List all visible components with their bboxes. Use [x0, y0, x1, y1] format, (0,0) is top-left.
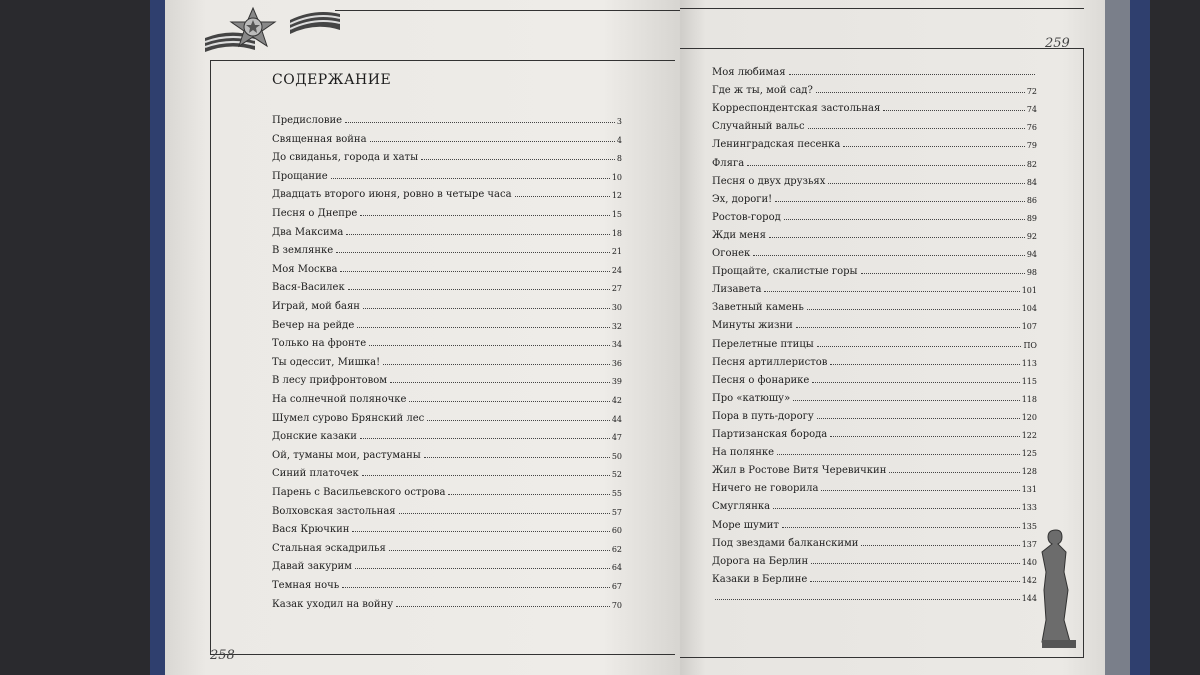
toc-entry-page: 64 — [611, 563, 622, 573]
toc-entry-page: 27 — [611, 284, 622, 294]
toc-entry — [272, 131, 622, 145]
toc-leader-dots — [409, 400, 609, 402]
toc-entry-page: 30 — [611, 303, 622, 312]
toc-entry-page: 92 — [1026, 231, 1037, 241]
page-number-left: 258 — [210, 648, 235, 663]
toc-entry-page: 89 — [1026, 213, 1037, 223]
toc-entry-title: Под звездами балканскими — [712, 537, 859, 549]
toc-entry — [712, 589, 1037, 603]
toc-entry-title: Шумел сурово Брянский лес — [272, 412, 425, 424]
toc-entry — [712, 100, 1037, 114]
toc-entry — [712, 372, 1037, 386]
toc-entry — [712, 444, 1037, 458]
toc-entry-page: 47 — [611, 433, 622, 443]
toc-entry — [272, 596, 622, 610]
toc-entry — [712, 426, 1037, 440]
toc-leader-dots — [352, 530, 609, 532]
toc-leader-dots — [390, 381, 610, 383]
toc-leader-dots — [828, 182, 1024, 184]
toc-leader-dots — [342, 586, 610, 588]
toc-entry-title: Вечер на рейде — [272, 319, 355, 331]
toc-leader-dots — [769, 236, 1025, 238]
toc-entry-page: 122 — [1021, 431, 1037, 440]
toc-entry — [712, 535, 1037, 549]
toc-entry-title: Вася-Василек — [272, 282, 345, 294]
toc-entry-page: 107 — [1021, 322, 1037, 332]
toc-entry-title: Парень с Васильевского острова — [272, 487, 446, 498]
toc-entry — [712, 553, 1037, 567]
toc-entry — [272, 503, 622, 517]
toc-entry-title: Смуглянка — [712, 501, 771, 513]
toc-entry — [712, 173, 1037, 187]
toc-entry-page: 34 — [611, 340, 622, 350]
toc-entry-page: 84 — [1026, 177, 1037, 187]
toc-entry — [272, 372, 622, 386]
toc-entry-title: Только на фронте — [272, 338, 367, 350]
toc-entry-title: Два Максима — [272, 226, 344, 238]
toc-leader-dots — [424, 456, 610, 458]
toc-leader-dots — [515, 195, 610, 197]
toc-leader-dots — [346, 233, 609, 235]
toc-leader-dots — [363, 307, 610, 309]
toc-entry — [712, 317, 1037, 331]
toc-entry-title: До свиданья, города и хаты — [272, 152, 419, 164]
toc-entry-title: Заветный камень — [712, 302, 804, 314]
toc-leader-dots — [808, 127, 1025, 129]
toc-leader-dots — [773, 507, 1020, 509]
toc-entry-title: Играй, мой баян — [272, 301, 360, 312]
toc-entry — [272, 354, 622, 368]
toc-leader-dots — [764, 290, 1019, 292]
toc-entry-page: 50 — [611, 451, 622, 461]
toc-entry-title: Ленинградская песенка — [712, 139, 841, 151]
toc-entry-title: Стальная эскадрилья — [272, 542, 386, 554]
toc-leader-dots — [821, 489, 1019, 491]
toc-entry — [712, 498, 1037, 512]
toc-entry — [712, 462, 1037, 476]
toc-entry-page: 135 — [1021, 521, 1037, 531]
toc-entry — [272, 224, 622, 238]
toc-entry-page: 104 — [1021, 304, 1037, 314]
toc-entry-page: 57 — [611, 507, 622, 517]
toc-leader-dots — [784, 218, 1025, 220]
toc-entry — [712, 480, 1037, 494]
toc-entry — [712, 118, 1037, 132]
toc-entry-title: В лесу прифронтовом — [272, 375, 388, 387]
toc-entry-title: Темная ночь — [272, 580, 340, 591]
toc-leader-dots — [830, 363, 1019, 365]
toc-leader-dots — [817, 345, 1022, 347]
toc-entry-page: 10 — [611, 172, 622, 182]
toc-entry-title: Корреспондентская застольная — [712, 103, 881, 115]
toc-entry — [272, 168, 622, 182]
toc-leader-dots — [811, 562, 1020, 564]
toc-entry-page: 98 — [1026, 268, 1037, 278]
toc-entry-title: Песня о Днепре — [272, 208, 358, 219]
toc-leader-dots — [796, 326, 1020, 328]
toc-leader-dots — [789, 73, 1035, 75]
toc-entry-title: Вася Крючкин — [272, 524, 350, 536]
toc-entry-title: В землянке — [272, 245, 334, 257]
toc-entry — [712, 354, 1037, 368]
toc-entry — [712, 155, 1037, 169]
toc-entry-page: 137 — [1021, 539, 1037, 549]
toc-leader-dots — [383, 363, 610, 365]
toc-leader-dots — [793, 399, 1020, 401]
toc-leader-dots — [348, 288, 610, 290]
toc-entry — [272, 112, 622, 126]
toc-entry-page: 79 — [1026, 141, 1037, 151]
toc-entry-title: Моя любимая — [712, 67, 786, 78]
toc-entry-page: 52 — [611, 470, 622, 480]
toc-entry — [272, 465, 622, 479]
toc-entry — [272, 577, 622, 591]
toc-leader-dots — [753, 254, 1025, 256]
toc-entry-page: 125 — [1021, 449, 1037, 459]
toc-leader-dots — [396, 605, 610, 607]
toc-entry-page: 18 — [611, 228, 622, 238]
toc-entry-page: ПО — [1023, 340, 1037, 350]
toc-entry-title: Синий платочек — [272, 468, 359, 480]
toc-entry-page: 120 — [1021, 412, 1037, 422]
toc-entry — [272, 484, 622, 498]
toc-entry — [712, 245, 1037, 259]
toc-entry — [272, 447, 622, 461]
toc-leader-dots — [360, 214, 610, 216]
toc-entry-page: 15 — [611, 210, 622, 219]
toc-entry-page: 142 — [1021, 575, 1037, 585]
toc-entry-title: Прощание — [272, 170, 328, 182]
toc-entry-page: 131 — [1021, 485, 1037, 495]
toc-entry-page: 8 — [616, 154, 622, 164]
toc-entry-page: 115 — [1021, 376, 1037, 386]
toc-entry-title: Про «катюшу» — [712, 392, 791, 404]
toc-entry-page: 128 — [1021, 467, 1037, 477]
toc-leader-dots — [861, 272, 1025, 274]
toc-entry — [712, 336, 1037, 350]
toc-entry-title: Предисловие — [272, 115, 343, 126]
toc-leader-dots — [355, 567, 610, 569]
toc-entry-title: Дорога на Берлин — [712, 555, 809, 567]
toc-entry — [272, 149, 622, 163]
toc-leader-dots — [747, 164, 1025, 166]
toc-entry — [272, 521, 622, 535]
toc-entry-title: Жил в Ростове Витя Черевичкин — [712, 465, 887, 477]
toc-entry-title: Песня артиллеристов — [712, 356, 828, 368]
toc-entry-title: Партизанская борода — [712, 429, 828, 440]
toc-entry-title: Лизавета — [712, 284, 762, 296]
toc-leader-dots — [861, 544, 1019, 546]
toc-leader-dots — [777, 453, 1020, 455]
toc-entry-title: Казаки в Берлине — [712, 573, 808, 585]
toc-entry — [272, 335, 622, 349]
toc-entry-page: 3 — [616, 117, 622, 126]
toc-entry-title: Огонек — [712, 248, 751, 259]
toc-entry — [272, 428, 622, 442]
toc-entry-page: 60 — [611, 526, 622, 536]
toc-entry-title: Двадцать второго июня, ровно в четыре часа — [272, 189, 512, 201]
toc-entry-title: Минуты жизни — [712, 320, 793, 332]
toc-entry-page: 82 — [1026, 159, 1037, 169]
toc-entry — [272, 261, 622, 275]
toc-leader-dots — [843, 145, 1025, 147]
toc-entry-title: Казак уходил на войну — [272, 598, 394, 610]
toc-entry — [272, 558, 622, 572]
left-top-rule — [335, 10, 680, 11]
toc-entry-title: Давай закурим — [272, 561, 352, 573]
toc-entry-title: На полянке — [712, 447, 775, 459]
toc-entry — [272, 298, 622, 312]
toc-entry-title: Ты одессит, Мишка! — [272, 356, 381, 368]
toc-entry-page: 118 — [1021, 394, 1037, 404]
toc-leader-dots — [357, 326, 610, 328]
toc-entry — [712, 281, 1037, 295]
toc-entry-title: Перелетные птицы — [712, 338, 814, 350]
toc-entry-page: 55 — [611, 489, 622, 498]
toc-entry-page: 24 — [611, 265, 622, 275]
toc-entry-title: Песня о двух друзьях — [712, 175, 826, 187]
toc-leader-dots — [389, 549, 610, 551]
toc-entry-page: 133 — [1021, 503, 1037, 513]
toc-leader-dots — [421, 158, 615, 160]
toc-leader-dots — [782, 526, 1020, 528]
toc-leader-dots — [715, 598, 1020, 600]
toc-entry-title: Фляга — [712, 157, 745, 169]
toc-entry — [272, 186, 622, 200]
toc-entry-page: 32 — [611, 321, 622, 331]
toc-entry-page: 76 — [1026, 123, 1037, 133]
toc-entry-title: Ой, туманы мои, растуманы — [272, 449, 421, 461]
toc-entry — [712, 408, 1037, 422]
toc-entry-page: 12 — [611, 191, 622, 201]
right-top-rule — [680, 8, 1084, 9]
toc-leader-dots — [448, 493, 609, 495]
toc-leader-dots — [812, 381, 1019, 383]
toc-entry — [272, 242, 622, 256]
toc-entry-page: 144 — [1021, 593, 1037, 603]
toc-entry — [712, 571, 1037, 585]
toc-entry-page: 94 — [1026, 250, 1037, 259]
toc-entry-title: Случайный вальс — [712, 121, 805, 133]
toc-leader-dots — [369, 344, 610, 346]
toc-leader-dots — [360, 437, 610, 439]
toc-entry — [272, 410, 622, 424]
page-number-right: 259 — [1045, 36, 1070, 51]
toc-entry — [272, 279, 622, 293]
toc-leader-dots — [775, 200, 1025, 202]
toc-leader-dots — [345, 121, 615, 123]
toc-entry-page: 36 — [611, 358, 622, 368]
toc-entry — [712, 82, 1037, 96]
toc-entry — [712, 209, 1037, 223]
toc-entry — [712, 263, 1037, 277]
toc-entry — [712, 517, 1037, 531]
toc-leader-dots — [816, 91, 1025, 93]
toc-entry-page: 140 — [1021, 557, 1037, 567]
toc-entry-title: Прощайте, скалистые горы — [712, 266, 858, 278]
toc-entry — [272, 205, 622, 219]
toc-entry — [712, 299, 1037, 313]
toc-entry — [272, 540, 622, 554]
toc-entry-title: Священная война — [272, 133, 367, 145]
toc-leader-dots — [817, 417, 1020, 419]
toc-entry-page: 113 — [1021, 358, 1037, 368]
toc-entry-page: 4 — [616, 135, 622, 145]
toc-leader-dots — [427, 419, 610, 421]
toc-entry-page: 42 — [611, 396, 622, 405]
toc-entry-page: 44 — [611, 414, 622, 424]
order-emblem-icon — [205, 0, 340, 60]
toc-entry — [272, 317, 622, 331]
toc-entry-title: Море шумит — [712, 519, 779, 531]
toc-entry-page: 67 — [611, 582, 622, 591]
toc-entry-page: 21 — [611, 247, 622, 257]
toc-entry-title: Песня о фонарике — [712, 374, 810, 386]
toc-leader-dots — [370, 140, 615, 142]
toc-leader-dots — [883, 109, 1025, 111]
toc-leader-dots — [362, 474, 610, 476]
toc-leader-dots — [889, 471, 1019, 473]
toc-entry — [712, 64, 1037, 78]
toc-entry — [712, 227, 1037, 241]
toc-entry — [272, 391, 622, 405]
toc-leader-dots — [399, 512, 610, 514]
toc-leader-dots — [807, 308, 1020, 310]
toc-entry-page: 74 — [1026, 105, 1037, 115]
toc-entry — [712, 136, 1037, 150]
toc-entry-page: 39 — [611, 377, 622, 387]
toc-entry-page: 72 — [1026, 87, 1037, 97]
toc-entry-title: Где ж ты, мой сад? — [712, 85, 813, 97]
toc-entry-title: На солнечной поляночке — [272, 394, 407, 405]
toc-entry-title: Волховская застольная — [272, 505, 396, 517]
toc-leader-dots — [830, 435, 1019, 437]
toc-leader-dots — [340, 270, 609, 272]
toc-leader-dots — [810, 580, 1019, 582]
toc-entry-page: 62 — [611, 544, 622, 554]
toc-entry-title: Жди меня — [712, 229, 766, 241]
toc-entry-title: Ростов-город — [712, 211, 781, 223]
toc-entry-title: Эх, дороги! — [712, 193, 773, 205]
toc-entry-title: Ничего не говорила — [712, 483, 819, 495]
toc-entry-title: Моя Москва — [272, 263, 338, 275]
toc-entry-page: 70 — [611, 600, 622, 610]
toc-leader-dots — [336, 251, 610, 253]
toc-leader-dots — [331, 177, 610, 179]
toc-entry — [712, 390, 1037, 404]
toc-heading: СОДЕРЖАНИЕ — [272, 72, 392, 88]
toc-entry — [712, 191, 1037, 205]
toc-entry-title: Пора в путь-дорогу — [712, 410, 814, 422]
toc-entry-title: Донские казаки — [272, 431, 357, 443]
soldier-monument-icon — [1038, 525, 1078, 650]
toc-entry-page: 86 — [1026, 195, 1037, 205]
toc-entry-page: 101 — [1021, 286, 1037, 296]
